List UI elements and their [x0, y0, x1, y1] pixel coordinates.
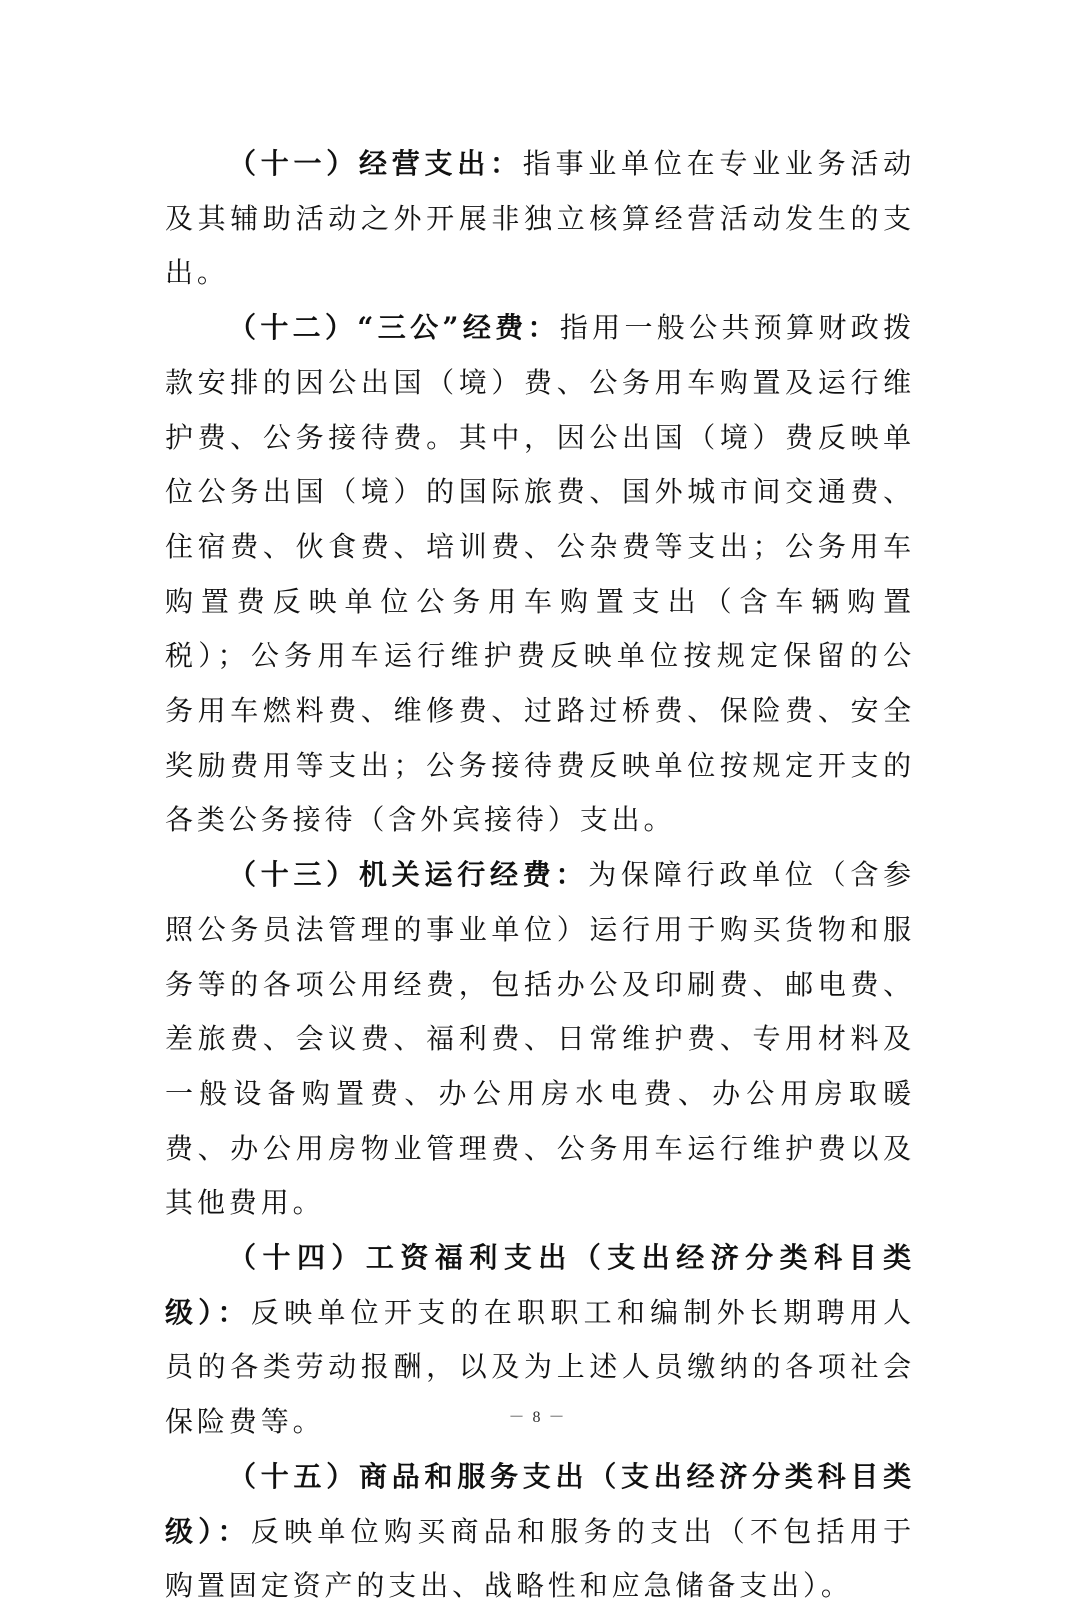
paragraph-text: 为保障行政单位（含参照公务员法管理的事业单位）运行用于购买货物和服务等的各项公用经费，包括办公及印刷费、邮电费、差旅费、会议费、福利费、日常维护费、专用材料及一般设备购置费、办公用房水电费、办公用房取暖费、办公用房物业管理费、公务用车运行维护费以及其他费用。: [165, 858, 915, 1220]
paragraph-operating-expenditure: [165, 137, 915, 301]
paragraph-text: 反映单位购买商品和服务的支出（不包括用于购置固定资产的支出、战略性和应急储备支出）。: [165, 1514, 915, 1603]
paragraph-text: 指事业单位在专业业务活动及其辅助活动之外开展非独立核算经营活动发生的支出。: [165, 147, 915, 290]
paragraph-heading: （十三）机关运行经费：: [228, 858, 589, 892]
paragraph-heading: （十四）工资福利支出（支出经济分类科目类级）：: [165, 1241, 915, 1329]
paragraph-goods-services: [165, 1450, 915, 1614]
paragraph-heading: （十一）经营支出：: [228, 147, 523, 180]
paragraph-agency-operating-funds: [165, 848, 915, 1231]
page-number: － 8 －: [508, 1409, 567, 1426]
paragraph-text: 指用一般公共预算财政拨款安排的因公出国（境）费、公务用车购置及运行维护费、公务接待费。其中，因公出国（境）费反映单位公务出国（境）的国际旅费、国外城市间交通费、住宿费、伙食费、培训费、公杂费等支出；公务用车购置费反映单位公务用车购置支出（含车辆购置税）；公务用车运行维护费反映单位按规定保留的公务用车燃料费、维修费、过路过桥费、保险费、安全奖励费用等支出；公务接待费反映单位按规定开支的各类公务接待（含外宾接待）支出。: [165, 311, 915, 837]
paragraph-text: 反映单位开支的在职职工和编制外长期聘用人员的各类劳动报酬，以及为上述人员缴纳的各项社会保险费等。: [165, 1295, 915, 1439]
paragraph-three-public-expenses: [165, 301, 915, 848]
document-body: [165, 137, 915, 1614]
paragraph-heading: （十五）商品和服务支出（支出经济分类科目类级）：: [165, 1459, 915, 1548]
paragraph-heading: （十二）“三公”经费：: [228, 311, 560, 345]
